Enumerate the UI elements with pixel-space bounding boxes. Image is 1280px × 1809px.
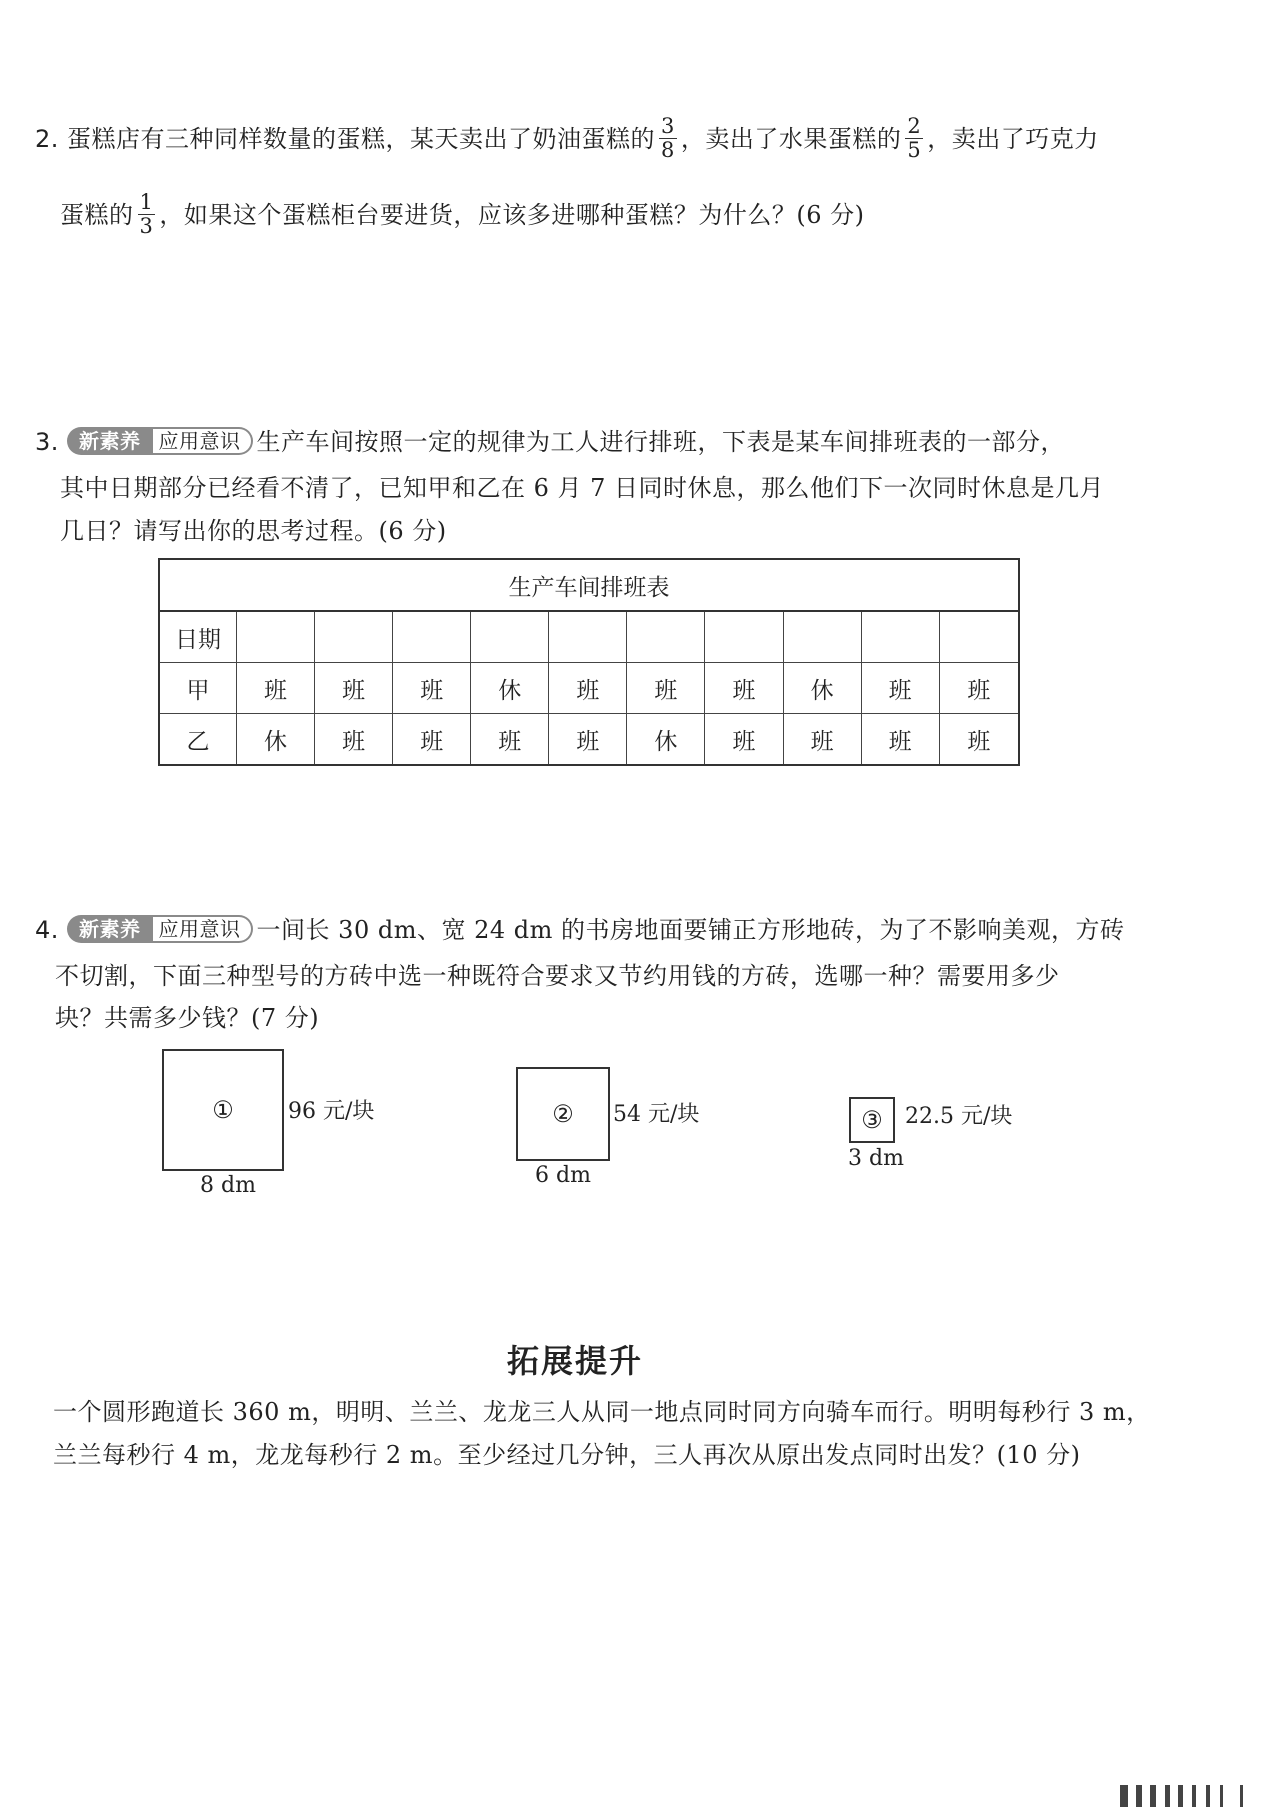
table-row-date — [159, 611, 1019, 663]
date-cell — [471, 611, 549, 663]
tile-1: ① — [162, 1049, 284, 1171]
shift-cell: 班 — [939, 663, 1019, 714]
q3-line-2 — [60, 473, 1104, 503]
extension-text-2: 兰兰每秒行 4 m，龙龙每秒行 2 m。至少经过几分钟，三人再次从原出发点同时出发？(10 分) — [53, 1441, 1081, 1469]
extension-line-1 — [53, 1397, 1151, 1427]
schedule-table — [158, 558, 1020, 766]
date-cell — [315, 611, 393, 663]
date-cell — [549, 611, 627, 663]
q2-text-1a: 蛋糕店有三种同样数量的蛋糕，某天卖出了奶油蛋糕的 — [67, 125, 656, 153]
tile-1-side: 8 dm — [200, 1173, 256, 1198]
print-mark — [1120, 1785, 1128, 1807]
fraction-3-8: $\frac{3}{8}$ — [661, 114, 675, 162]
shift-cell: 休 — [471, 663, 549, 714]
shift-cell: 班 — [861, 663, 939, 714]
print-mark — [1192, 1785, 1196, 1807]
date-cell — [939, 611, 1019, 663]
q4-text-1: 一间长 30 dm、宽 24 dm 的书房地面要铺正方形地砖，为了不影响美观，方砖 — [256, 916, 1125, 944]
table-row-yi — [159, 714, 1019, 766]
q4-line-3 — [55, 1003, 319, 1033]
shift-cell: 班 — [627, 663, 705, 714]
q2-line-2 — [60, 190, 865, 240]
print-mark — [1165, 1785, 1170, 1807]
date-cell — [861, 611, 939, 663]
tile-3-price: 22.5 元/块 — [905, 1104, 1013, 1129]
shift-cell: 班 — [705, 663, 783, 714]
shift-cell: 休 — [627, 714, 705, 766]
print-mark — [1220, 1785, 1223, 1807]
q3-text-2: 其中日期部分已经看不清了，已知甲和乙在 6 月 7 日同时休息，那么他们下一次同时休息是几月 — [60, 474, 1105, 502]
q3-text-3: 几日？请写出你的思考过程。(6 分) — [60, 517, 447, 545]
date-cell — [393, 611, 471, 663]
tag-new-literacy: 新素养 — [67, 915, 153, 943]
date-cell — [237, 611, 315, 663]
shift-cell: 班 — [393, 714, 471, 766]
tile-1-price: 96 元/块 — [288, 1099, 375, 1124]
row-name: 甲 — [159, 663, 237, 714]
shift-cell: 班 — [939, 714, 1019, 766]
fraction-1-3: $\frac{1}{3}$ — [139, 190, 154, 238]
shift-cell: 班 — [237, 663, 315, 714]
tile-2-side: 6 dm — [535, 1163, 591, 1188]
print-mark — [1206, 1785, 1210, 1807]
q4-line-2 — [55, 961, 1060, 991]
shift-cell: 班 — [315, 714, 393, 766]
shift-cell: 班 — [471, 714, 549, 766]
date-cell — [705, 611, 783, 663]
q2-text-2a: 蛋糕的 — [60, 201, 134, 229]
fraction-2-5: $\frac{2}{5}$ — [907, 114, 922, 162]
shift-cell: 休 — [237, 714, 315, 766]
table-row-jia — [159, 663, 1019, 714]
q4-text-3: 块？共需多少钱？(7 分) — [55, 1004, 320, 1032]
q4-line-1 — [35, 915, 1125, 946]
shift-cell: 休 — [783, 663, 861, 714]
q2-text-1b: ，卖出了水果蛋糕的 — [680, 125, 902, 153]
extension-text-1: 一个圆形跑道长 360 m，明明、兰兰、龙龙三人从同一地点同时同方向骑车而行。明明每秒行 3 m， — [53, 1398, 1151, 1426]
q2-text-2b: ，如果这个蛋糕柜台要进货，应该多进哪种蛋糕？为什么？(6 分) — [159, 201, 865, 229]
print-mark — [1240, 1785, 1243, 1807]
print-mark — [1150, 1785, 1156, 1807]
tag-application: 应用意识 — [153, 427, 253, 455]
tile-3-side: 3 dm — [848, 1146, 904, 1171]
shift-cell: 班 — [549, 663, 627, 714]
q3-text-1: 生产车间按照一定的规律为工人进行排班，下表是某车间排班表的一部分， — [256, 428, 1066, 456]
q2-line-1 — [35, 114, 1099, 164]
q4-tag — [67, 915, 253, 943]
print-mark — [1178, 1785, 1183, 1807]
q4-number: 4. — [35, 916, 59, 944]
q3-number: 3. — [35, 428, 59, 456]
tag-new-literacy: 新素养 — [67, 427, 153, 455]
date-label: 日期 — [159, 611, 237, 663]
q3-tag — [67, 427, 253, 455]
row-name: 乙 — [159, 714, 237, 766]
table-caption: 生产车间排班表 — [159, 559, 1019, 611]
extension-heading: 拓展提升 — [506, 1342, 643, 1380]
q2-text-1c: ，卖出了巧克力 — [927, 125, 1099, 153]
date-cell — [783, 611, 861, 663]
shift-cell: 班 — [783, 714, 861, 766]
tile-2: ② — [516, 1067, 610, 1161]
date-cell — [627, 611, 705, 663]
q3-line-3 — [60, 516, 447, 546]
tile-3: ③ — [849, 1097, 895, 1143]
print-mark — [1136, 1785, 1142, 1807]
shift-cell: 班 — [393, 663, 471, 714]
shift-cell: 班 — [315, 663, 393, 714]
shift-cell: 班 — [549, 714, 627, 766]
q2-number: 2. — [35, 125, 59, 153]
shift-cell: 班 — [705, 714, 783, 766]
tile-2-price: 54 元/块 — [613, 1102, 700, 1127]
tag-application: 应用意识 — [153, 915, 253, 943]
shift-cell: 班 — [861, 714, 939, 766]
q3-line-1 — [35, 427, 1065, 458]
q4-text-2: 不切割，下面三种型号的方砖中选一种既符合要求又节约用钱的方砖，选哪一种？需要用多少 — [55, 962, 1060, 990]
extension-line-2 — [53, 1440, 1080, 1470]
